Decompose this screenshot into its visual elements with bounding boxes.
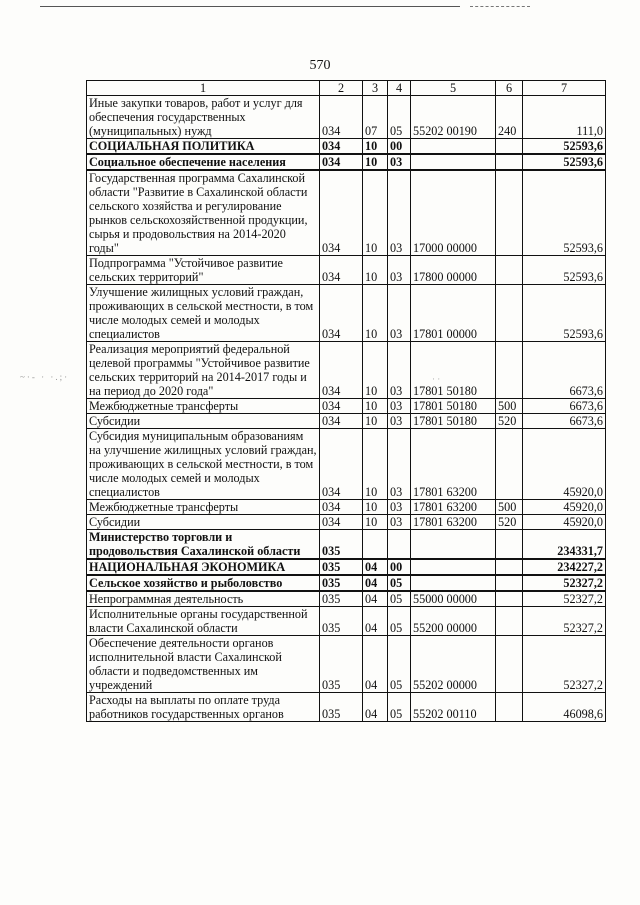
row-amount: 234331,7 (523, 530, 606, 560)
row-name: Расходы на выплаты по оплате труда работников государственных органов (87, 693, 320, 722)
row-subsection-code: 03 (388, 256, 411, 285)
row-section-code: 10 (363, 414, 388, 429)
row-amount: 234227,2 (523, 559, 606, 575)
row-name: Исполнительные органы государственной власти Сахалинской области (87, 607, 320, 636)
row-name: Межбюджетные трансферты (87, 399, 320, 414)
row-name: Сельское хозяйство и рыболовство (87, 575, 320, 591)
row-target-article: 17801 63200 (411, 500, 496, 515)
header-cell-2: 2 (320, 81, 363, 96)
row-expense-type (496, 530, 523, 560)
table-row (87, 607, 606, 636)
row-amount: 6673,6 (523, 414, 606, 429)
row-section-code: 10 (363, 429, 388, 500)
row-amount: 52593,6 (523, 154, 606, 170)
row-section-code: 04 (363, 575, 388, 591)
row-subsection-code: 05 (388, 607, 411, 636)
row-subsection-code: 03 (388, 285, 411, 342)
row-subsection-code: 03 (388, 170, 411, 256)
row-name: Социальное обеспечение населения (87, 154, 320, 170)
row-name: Обеспечение деятельности органов исполнительной власти Сахалинской области и подведомственных им учреждений (87, 636, 320, 693)
row-target-article: 17801 50180 (411, 414, 496, 429)
header-cell-7: 7 (523, 81, 606, 96)
row-section-code: 04 (363, 636, 388, 693)
row-ministry-code: 034 (320, 500, 363, 515)
table-row (87, 429, 606, 500)
row-ministry-code: 034 (320, 515, 363, 530)
row-target-article (411, 575, 496, 591)
table-row (87, 559, 606, 575)
row-ministry-code: 035 (320, 693, 363, 722)
row-target-article (411, 154, 496, 170)
row-name: Межбюджетные трансферты (87, 500, 320, 515)
table-row (87, 530, 606, 560)
table-row (87, 96, 606, 139)
row-ministry-code: 035 (320, 559, 363, 575)
row-subsection-code: 03 (388, 500, 411, 515)
row-expense-type: 240 (496, 96, 523, 139)
row-subsection-code: 00 (388, 559, 411, 575)
header-cell-1: 1 (87, 81, 320, 96)
row-expense-type (496, 256, 523, 285)
row-target-article: 55202 00000 (411, 636, 496, 693)
row-target-article: 17801 00000 (411, 285, 496, 342)
row-expense-type (496, 285, 523, 342)
row-target-article: 55200 00000 (411, 607, 496, 636)
row-section-code: 04 (363, 607, 388, 636)
table-row (87, 256, 606, 285)
row-target-article: 17801 63200 (411, 429, 496, 500)
row-amount: 6673,6 (523, 342, 606, 399)
row-expense-type (496, 591, 523, 607)
row-amount: 52593,6 (523, 170, 606, 256)
row-section-code: 10 (363, 285, 388, 342)
row-expense-type (496, 607, 523, 636)
table-row (87, 575, 606, 591)
row-section-code: 10 (363, 139, 388, 155)
row-section-code: 10 (363, 500, 388, 515)
scan-artifact: ~·- · ·.;· (20, 372, 70, 382)
row-subsection-code: 00 (388, 139, 411, 155)
row-subsection-code (388, 530, 411, 560)
row-expense-type (496, 342, 523, 399)
table-row (87, 500, 606, 515)
row-target-article: 17801 50180 (411, 342, 496, 399)
row-subsection-code: 03 (388, 429, 411, 500)
page-number: 570 (309, 58, 331, 73)
row-subsection-code: 05 (388, 636, 411, 693)
row-target-article: 17801 63200 (411, 515, 496, 530)
row-subsection-code: 05 (388, 96, 411, 139)
table-row (87, 170, 606, 256)
table-row (87, 591, 606, 607)
row-ministry-code: 034 (320, 170, 363, 256)
row-ministry-code: 034 (320, 342, 363, 399)
row-target-article (411, 139, 496, 155)
row-amount: 45920,0 (523, 515, 606, 530)
row-subsection-code: 03 (388, 414, 411, 429)
row-expense-type: 520 (496, 515, 523, 530)
row-subsection-code: 03 (388, 399, 411, 414)
row-amount: 52327,2 (523, 636, 606, 693)
scan-artifact-2: · · (432, 374, 441, 384)
row-target-article (411, 559, 496, 575)
row-subsection-code: 05 (388, 575, 411, 591)
row-amount: 111,0 (523, 96, 606, 139)
header-cell-4: 4 (388, 81, 411, 96)
row-name: СОЦИАЛЬНАЯ ПОЛИТИКА (87, 139, 320, 155)
row-ministry-code: 035 (320, 530, 363, 560)
row-target-article: 17000 00000 (411, 170, 496, 256)
row-expense-type (496, 693, 523, 722)
row-section-code: 10 (363, 342, 388, 399)
row-target-article: 17801 50180 (411, 399, 496, 414)
row-ministry-code: 034 (320, 399, 363, 414)
row-amount: 52327,2 (523, 607, 606, 636)
table-row (87, 154, 606, 170)
row-expense-type (496, 139, 523, 155)
row-section-code: 10 (363, 515, 388, 530)
row-expense-type: 500 (496, 500, 523, 515)
row-section-code: 10 (363, 256, 388, 285)
row-section-code: 10 (363, 154, 388, 170)
row-name: Субсидии (87, 414, 320, 429)
row-target-article: 55202 00190 (411, 96, 496, 139)
row-ministry-code: 034 (320, 96, 363, 139)
row-name: Министерство торговли и продовольствия Сахалинской области (87, 530, 320, 560)
scan-top-rule (40, 6, 460, 7)
row-ministry-code: 034 (320, 414, 363, 429)
row-expense-type (496, 575, 523, 591)
table-row (87, 139, 606, 155)
row-name: Непрограммная деятельность (87, 591, 320, 607)
table-row (87, 285, 606, 342)
row-name: Государственная программа Сахалинской области "Развитие в Сахалинской области сельского хозяйства и регулирование рынков сельскохозяйственной продукции, сырья и продовольствия на 2014-2020 годы" (87, 170, 320, 256)
row-expense-type (496, 636, 523, 693)
row-section-code: 10 (363, 399, 388, 414)
row-name: НАЦИОНАЛЬНАЯ ЭКОНОМИКА (87, 559, 320, 575)
table-header-row (87, 81, 606, 96)
row-ministry-code: 035 (320, 591, 363, 607)
row-amount: 52327,2 (523, 591, 606, 607)
row-ministry-code: 034 (320, 429, 363, 500)
table-row (87, 636, 606, 693)
row-section-code: 04 (363, 693, 388, 722)
row-ministry-code: 034 (320, 285, 363, 342)
budget-table (86, 80, 606, 722)
row-section-code (363, 530, 388, 560)
row-target-article: 55202 00110 (411, 693, 496, 722)
row-name: Субсидии (87, 515, 320, 530)
row-subsection-code: 03 (388, 342, 411, 399)
row-amount: 6673,6 (523, 399, 606, 414)
row-ministry-code: 034 (320, 154, 363, 170)
row-amount: 52593,6 (523, 256, 606, 285)
row-ministry-code: 035 (320, 607, 363, 636)
row-section-code: 04 (363, 591, 388, 607)
row-target-article: 17800 00000 (411, 256, 496, 285)
row-name: Улучшение жилищных условий граждан, проживающих в сельской местности, в том числе молодых семей и молодых специалистов (87, 285, 320, 342)
row-amount: 46098,6 (523, 693, 606, 722)
header-cell-6: 6 (496, 81, 523, 96)
row-expense-type (496, 170, 523, 256)
table-row (87, 693, 606, 722)
row-target-article (411, 530, 496, 560)
row-subsection-code: 05 (388, 693, 411, 722)
table-row (87, 414, 606, 429)
row-amount: 52327,2 (523, 575, 606, 591)
row-subsection-code: 03 (388, 154, 411, 170)
row-subsection-code: 03 (388, 515, 411, 530)
table-row (87, 399, 606, 414)
row-section-code: 07 (363, 96, 388, 139)
row-expense-type (496, 154, 523, 170)
row-amount: 52593,6 (523, 285, 606, 342)
header-cell-3: 3 (363, 81, 388, 96)
table-row (87, 515, 606, 530)
row-amount: 52593,6 (523, 139, 606, 155)
row-expense-type (496, 559, 523, 575)
row-ministry-code: 035 (320, 575, 363, 591)
row-expense-type (496, 429, 523, 500)
table-row (87, 342, 606, 399)
row-target-article: 55000 00000 (411, 591, 496, 607)
row-name: Иные закупки товаров, работ и услуг для обеспечения государственных (муниципальных) нужд (87, 96, 320, 139)
row-subsection-code: 05 (388, 591, 411, 607)
row-name: Субсидия муниципальным образованиям на улучшение жилищных условий граждан, проживающих в сельской местности, в том числе молодых семей и молодых специалистов (87, 429, 320, 500)
row-section-code: 04 (363, 559, 388, 575)
row-ministry-code: 034 (320, 256, 363, 285)
row-name: Подпрограмма "Устойчивое развитие сельских территорий" (87, 256, 320, 285)
row-name: Реализация мероприятий федеральной целевой программы "Устойчивое развитие сельских территорий на 2014-2017 годы и на период до 2020 года" (87, 342, 320, 399)
scan-top-rule-fragment (470, 6, 530, 7)
row-section-code: 10 (363, 170, 388, 256)
row-expense-type: 500 (496, 399, 523, 414)
row-ministry-code: 034 (320, 139, 363, 155)
header-cell-5: 5 (411, 81, 496, 96)
row-amount: 45920,0 (523, 500, 606, 515)
row-ministry-code: 035 (320, 636, 363, 693)
row-amount: 45920,0 (523, 429, 606, 500)
row-expense-type: 520 (496, 414, 523, 429)
